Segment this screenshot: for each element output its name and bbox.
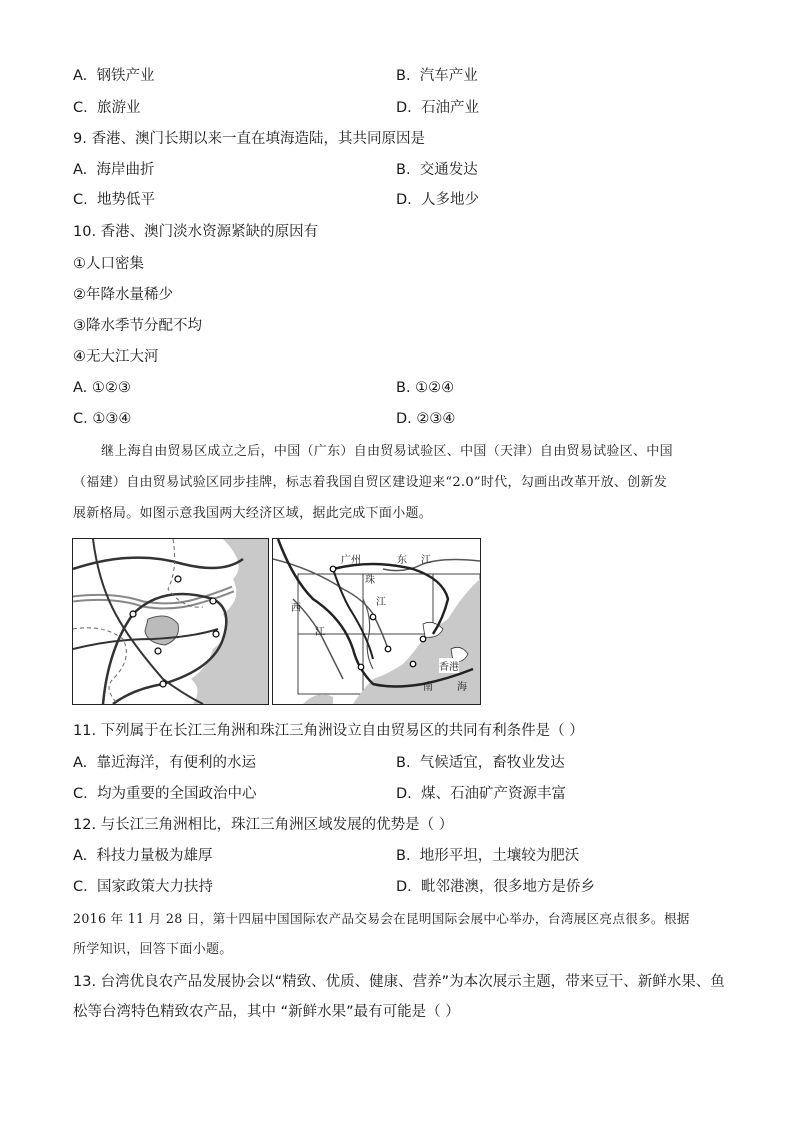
q11-option-a: A. 靠近海洋，有便利的水运	[73, 755, 256, 771]
q10-item-3: ③降水季节分配不均	[73, 318, 202, 334]
map-label-jiang-east: 江	[421, 555, 431, 566]
q10-option-d: D. ②③④	[396, 411, 456, 427]
q9-option-c: C. 地势低平	[73, 192, 155, 208]
q12-option-d: D. 毗邻港澳，很多地方是侨乡	[396, 879, 595, 895]
q13-stem-line-1: 13. 台湾优良农产品发展协会以“精致、优质、健康、营养”为本次展示主题，带来豆干、新鲜水果、鱼	[73, 974, 725, 990]
passage2-line-2: 所学知识，回答下面小题。	[73, 942, 233, 957]
q9-option-b: B. 交通发达	[396, 162, 478, 178]
q11-option-c: C. 均为重要的全国政治中心	[73, 786, 257, 802]
map-label-jiang-west: 江	[315, 627, 325, 638]
passage2-line-1: 2016 年 11 月 28 日，第十四届中国国际农产品交易会在昆明国际会展中心举办，台湾展区亮点很多。根据	[73, 911, 690, 926]
q8-option-c: C. 旅游业	[73, 100, 141, 116]
q11-stem: 11. 下列属于在长江三角洲和珠江三角洲设立自由贸易区的共同有利条件是（ ）	[73, 723, 584, 739]
q12-stem: 12. 与长江三角洲相比，珠江三角洲区域发展的优势是（ ）	[73, 817, 454, 833]
map-label-xianggang: 香港	[439, 658, 459, 673]
map-label-jiang-pearl: 江	[376, 597, 386, 608]
passage1-line-2: （福建）自由贸易试验区同步挂牌，标志着我国自贸区建设迎来“2.0”时代，勾画出改革开放、创新发	[73, 475, 668, 490]
map-label-nan: 南	[423, 682, 433, 693]
q10-item-2: ②年降水量稀少	[73, 287, 173, 303]
q12-option-c: C. 国家政策大力扶持	[73, 879, 213, 895]
yangtze-delta-map	[72, 538, 269, 705]
map-label-hai: 海	[457, 682, 467, 693]
q12-option-a: A. 科技力量极为雄厚	[73, 848, 213, 864]
q10-option-b: B. ①②④	[396, 380, 455, 396]
q10-item-1: ①人口密集	[73, 256, 144, 272]
map-label-guangzhou: 广州	[341, 555, 361, 566]
q9-option-d: D. 人多地少	[396, 192, 479, 208]
q10-option-a: A. ①②③	[73, 380, 131, 396]
pearl-delta-map	[272, 538, 481, 705]
yangtze-delta-map-graphic	[73, 539, 268, 704]
q9-stem: 9. 香港、澳门长期以来一直在填海造陆，其共同原因是	[73, 131, 425, 147]
map-label-zhu: 珠	[365, 575, 375, 586]
map-label-xi: 西	[291, 603, 301, 614]
q10-item-4: ④无大江大河	[73, 349, 159, 365]
q13-stem-line-2: 松等台湾特色精致农产品，其中 “新鲜水果”最有可能是（ ）	[73, 1004, 460, 1020]
q8-option-d: D. 石油产业	[396, 100, 479, 116]
map-label-dong: 东	[397, 555, 407, 566]
passage1-line-3: 展新格局。如图示意我国两大经济区域，据此完成下面小题。	[73, 506, 433, 521]
q8-option-a: A. 钢铁产业	[73, 68, 155, 84]
pearl-delta-map-graphic	[273, 539, 480, 704]
q12-option-b: B. 地形平坦，土壤较为肥沃	[396, 848, 580, 864]
q11-option-d: D. 煤、石油矿产资源丰富	[396, 786, 566, 802]
q11-option-b: B. 气候适宜，畜牧业发达	[396, 755, 565, 771]
q10-option-c: C. ①③④	[73, 411, 132, 427]
passage1-line-1: 继上海自由贸易区成立之后，中国（广东）自由贸易试验区、中国（天津）自由贸易试验区、中国	[101, 444, 673, 459]
q10-stem: 10. 香港、澳门淡水资源紧缺的原因有	[73, 224, 319, 240]
q9-option-a: A. 海岸曲折	[73, 162, 155, 178]
q8-option-b: B. 汽车产业	[396, 68, 478, 84]
